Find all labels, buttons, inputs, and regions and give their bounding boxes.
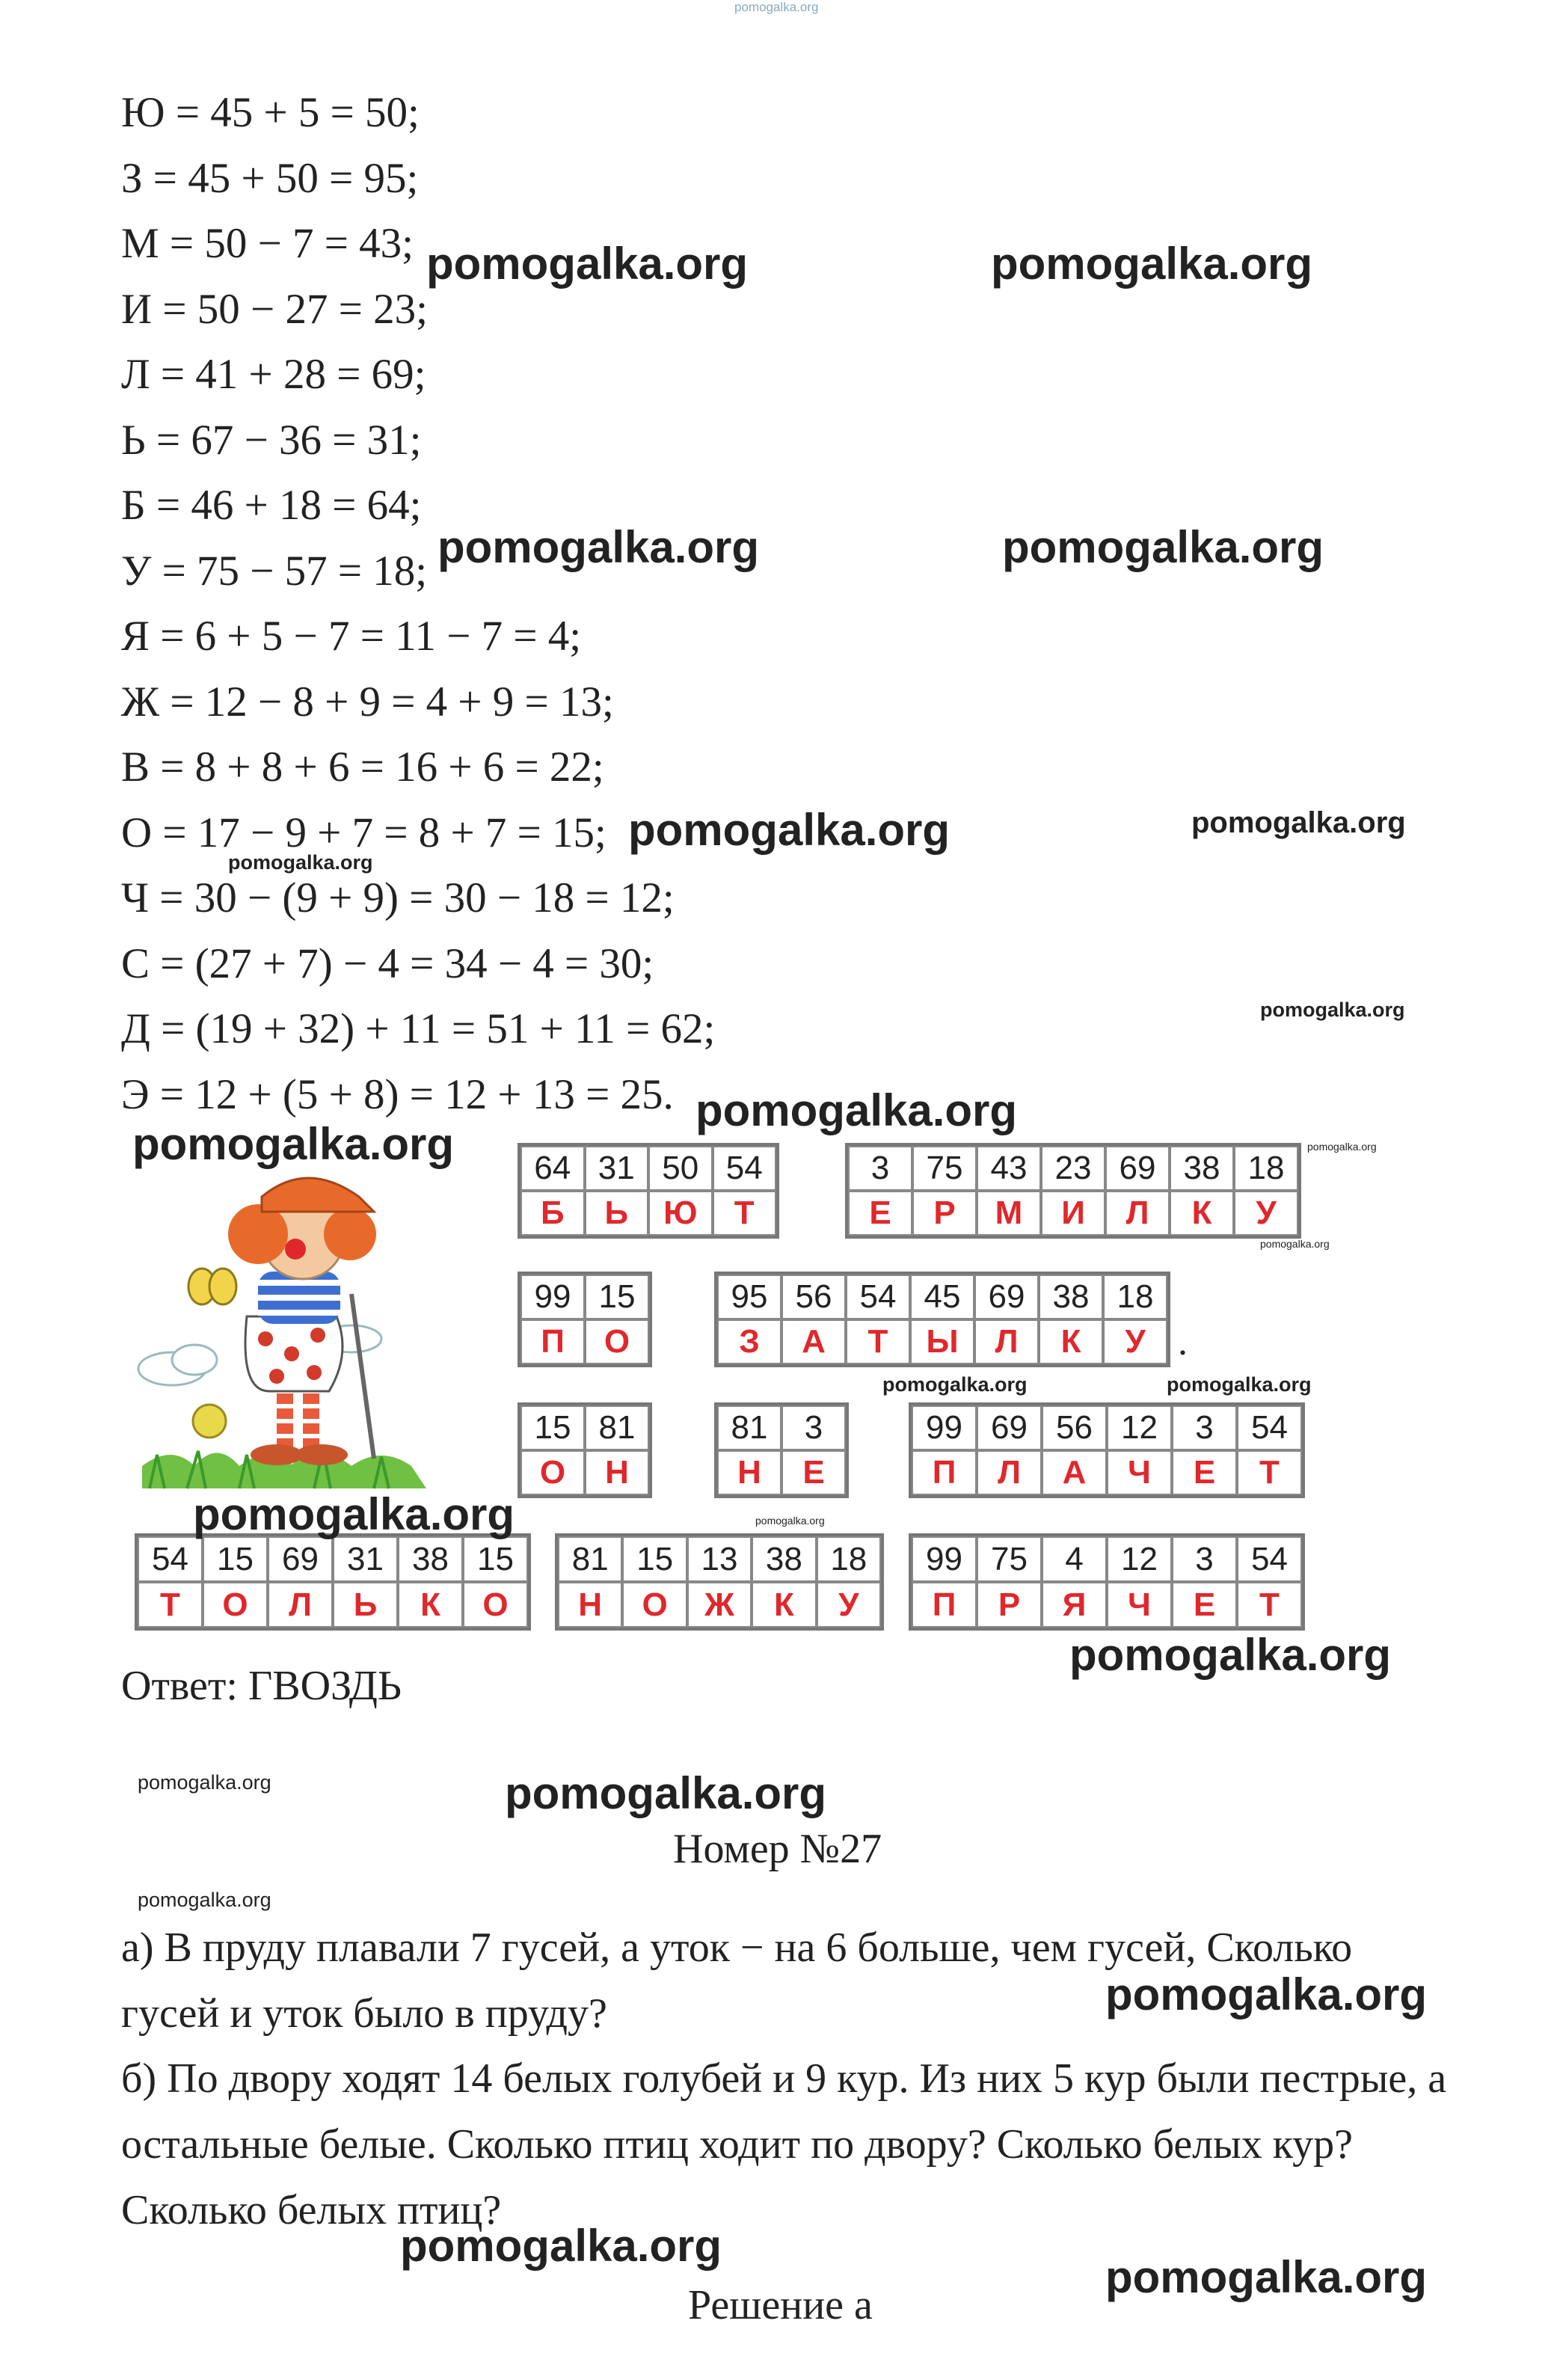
watermark: pomogalka.org (882, 1373, 1028, 1396)
watermark: pomogalka.org (426, 239, 749, 289)
puzzle-table (135, 1533, 531, 1631)
number-cell: 81 (558, 1536, 622, 1582)
puzzle-table (845, 1143, 1301, 1239)
number-cell: 54 (1237, 1405, 1302, 1450)
letter-cell: П (912, 1450, 977, 1495)
letter-cell: Ы (910, 1319, 974, 1364)
number-cell: 12 (1107, 1405, 1172, 1450)
number-cell: 95 (717, 1275, 781, 1319)
letter-cell: Т (846, 1319, 910, 1364)
letter-cell: П (520, 1319, 585, 1364)
letter-cell: Т (1237, 1582, 1302, 1628)
number-cell: 13 (687, 1536, 752, 1582)
letter-cell: А (781, 1319, 846, 1364)
number-cell: 3 (1172, 1405, 1237, 1450)
letter-cell: Р (977, 1582, 1042, 1628)
watermark: pomogalka.org (132, 1119, 455, 1169)
number-cell: 38 (1170, 1146, 1234, 1191)
equation-line: Я = 6 + 5 − 7 = 11 − 7 = 4; (121, 613, 582, 660)
equation-line: В = 8 + 8 + 6 = 16 + 6 = 22; (121, 743, 604, 791)
equation-line: И = 50 − 27 = 23; (121, 286, 428, 333)
number-cell: 54 (138, 1536, 203, 1582)
header-watermark: pomogalka.org (734, 0, 819, 14)
letter-cell: У (1234, 1191, 1298, 1236)
letter-cell: О (203, 1582, 268, 1628)
problem-title: Номер №27 (673, 1826, 882, 1872)
number-cell: 23 (1041, 1146, 1105, 1191)
number-cell: 3 (848, 1146, 912, 1191)
letter-cell: Л (974, 1319, 1039, 1364)
letter-cell: Н (558, 1582, 622, 1628)
letter-cell: Ь (585, 1191, 649, 1236)
watermark: pomogalka.org (1167, 1373, 1312, 1396)
letter-cell: П (912, 1582, 977, 1628)
number-cell: 69 (268, 1536, 333, 1582)
equation-line: З = 45 + 50 = 95; (121, 155, 419, 202)
letter-cell: Ч (1107, 1450, 1172, 1495)
watermark: pomogalka.org (193, 1489, 515, 1539)
puzzle-table (909, 1402, 1305, 1498)
puzzle-table (518, 1143, 779, 1239)
problem-a-text: а) В пруду плавали 7 гусей, а уток − на 6 больше, чем гусей, Сколько гусей и уток было в пруду? (121, 1924, 1353, 2037)
watermark: pomogalka.org (1307, 1141, 1377, 1153)
watermark: pomogalka.org (1260, 999, 1405, 1021)
number-cell: 15 (463, 1536, 528, 1582)
number-cell: 99 (912, 1405, 977, 1450)
number-cell: 43 (977, 1146, 1041, 1191)
letter-cell: Р (912, 1191, 977, 1236)
watermark: pomogalka.org (1105, 2252, 1428, 2302)
letter-cell: Н (717, 1450, 781, 1495)
equation-line: Ь = 67 − 36 = 31; (121, 417, 422, 464)
letter-cell: М (977, 1191, 1041, 1236)
letter-cell: Е (1172, 1450, 1237, 1495)
letter-cell: Я (1042, 1582, 1107, 1628)
number-cell: 69 (974, 1275, 1039, 1319)
letter-cell: Е (781, 1450, 846, 1495)
number-cell: 99 (520, 1275, 585, 1319)
number-cell: 15 (520, 1405, 585, 1450)
watermark: pomogalka.org (755, 1515, 825, 1527)
letter-cell: Ч (1107, 1582, 1172, 1628)
puzzle-table (518, 1272, 652, 1367)
watermark: pomogalka.org (400, 2221, 722, 2271)
number-cell: 3 (781, 1405, 846, 1450)
watermark: pomogalka.org (138, 1889, 271, 1911)
number-cell: 18 (1103, 1275, 1167, 1319)
equation-line: О = 17 − 9 + 7 = 8 + 7 = 15; (121, 809, 606, 856)
number-cell: 56 (781, 1275, 846, 1319)
letter-cell: И (1041, 1191, 1105, 1236)
letter-cell: Е (1172, 1582, 1237, 1628)
equation-line: С = (27 + 7) − 4 = 34 − 4 = 30; (121, 940, 654, 987)
watermark: pomogalka.org (991, 239, 1313, 289)
number-cell: 31 (333, 1536, 398, 1582)
number-cell: 56 (1042, 1405, 1107, 1450)
letter-cell: О (622, 1582, 687, 1628)
number-cell: 38 (398, 1536, 463, 1582)
letter-cell: Т (138, 1582, 203, 1628)
letter-cell: Л (977, 1450, 1042, 1495)
letter-cell: Б (520, 1191, 585, 1236)
puzzle-table (714, 1272, 1170, 1367)
number-cell: 54 (713, 1146, 777, 1191)
watermark: pomogalka.org (1191, 806, 1406, 839)
equation-line: М = 50 − 7 = 43; (121, 220, 414, 267)
watermark: pomogalka.org (505, 1768, 827, 1818)
number-cell: 38 (1039, 1275, 1103, 1319)
letter-cell: Ж (687, 1582, 752, 1628)
letter-cell: Т (1237, 1450, 1302, 1495)
number-cell: 18 (1234, 1146, 1298, 1191)
number-cell: 15 (622, 1536, 687, 1582)
number-cell: 54 (1237, 1536, 1302, 1582)
number-cell: 15 (203, 1536, 268, 1582)
equation-line: Ч = 30 − (9 + 9) = 30 − 18 = 12; (121, 874, 675, 921)
equation-line: Д = (19 + 32) + 11 = 51 + 11 = 62; (121, 1005, 716, 1052)
letter-cell: Ь (333, 1582, 398, 1628)
solution-title: Решение а (688, 2282, 873, 2328)
watermark: pomogalka.org (138, 1771, 271, 1794)
watermark: pomogalka.org (1105, 1969, 1428, 2019)
number-cell: 38 (752, 1536, 816, 1582)
number-cell: 69 (977, 1405, 1042, 1450)
answer-line: Ответ: ГВОЗДЬ (121, 1663, 402, 1709)
watermark: pomogalka.org (1002, 522, 1324, 572)
equation-line: Б = 46 + 18 = 64; (121, 482, 422, 529)
sentence-period: . (1178, 1321, 1188, 1364)
watermark: pomogalka.org (228, 851, 373, 874)
watermark: pomogalka.org (1260, 1238, 1330, 1250)
letter-cell: К (398, 1582, 463, 1628)
number-cell: 54 (846, 1275, 910, 1319)
puzzle-table (909, 1533, 1305, 1631)
letter-cell: Л (1105, 1191, 1170, 1236)
letter-cell: О (585, 1319, 649, 1364)
equation-line: У = 75 − 57 = 18; (121, 548, 428, 595)
watermark: pomogalka.org (1069, 1630, 1392, 1680)
number-cell: 81 (717, 1405, 781, 1450)
letter-cell: О (520, 1450, 585, 1495)
letter-cell: О (463, 1582, 528, 1628)
number-cell: 12 (1107, 1536, 1172, 1582)
number-cell: 4 (1042, 1536, 1107, 1582)
number-cell: 31 (585, 1146, 649, 1191)
equation-line: Л = 41 + 28 = 69; (121, 351, 426, 398)
number-cell: 75 (977, 1536, 1042, 1582)
letter-cell: К (1039, 1319, 1103, 1364)
equation-line: Ж = 12 − 8 + 9 = 4 + 9 = 13; (121, 678, 614, 726)
letter-cell: У (817, 1582, 881, 1628)
number-cell: 99 (912, 1536, 977, 1582)
number-cell: 45 (910, 1275, 974, 1319)
letter-cell: Ю (648, 1191, 713, 1236)
puzzle-table (518, 1402, 652, 1498)
letter-cell: К (1170, 1191, 1234, 1236)
number-cell: 50 (648, 1146, 713, 1191)
number-cell: 81 (585, 1405, 649, 1450)
watermark: pomogalka.org (695, 1085, 1018, 1135)
puzzle-table (555, 1533, 884, 1631)
number-cell: 69 (1105, 1146, 1170, 1191)
letter-cell: Е (848, 1191, 912, 1236)
letter-cell: Л (268, 1582, 333, 1628)
number-cell: 3 (1172, 1536, 1237, 1582)
watermark: pomogalka.org (628, 805, 951, 855)
clown-illustration (127, 1167, 464, 1496)
letter-cell: А (1042, 1450, 1107, 1495)
number-cell: 64 (520, 1146, 585, 1191)
number-cell: 18 (817, 1536, 881, 1582)
puzzle-table (714, 1402, 849, 1498)
number-cell: 75 (912, 1146, 977, 1191)
letter-cell: Т (713, 1191, 777, 1236)
problem-b-text: б) По двору ходят 14 белых голубей и 9 кур. Из них 5 кур были пестрые, а остальные белые. Сколько птиц ходит по двору? Сколько белых кур? Сколько белых птиц? (121, 2055, 1447, 2233)
letter-cell: У (1103, 1319, 1167, 1364)
letter-cell: Н (585, 1450, 649, 1495)
equation-line: Э = 12 + (5 + 8) = 12 + 13 = 25. (121, 1071, 674, 1118)
equation-line: Ю = 45 + 5 = 50; (121, 89, 420, 136)
number-cell: 15 (585, 1275, 649, 1319)
letter-cell: З (717, 1319, 781, 1364)
watermark: pomogalka.org (437, 522, 760, 572)
letter-cell: К (752, 1582, 816, 1628)
